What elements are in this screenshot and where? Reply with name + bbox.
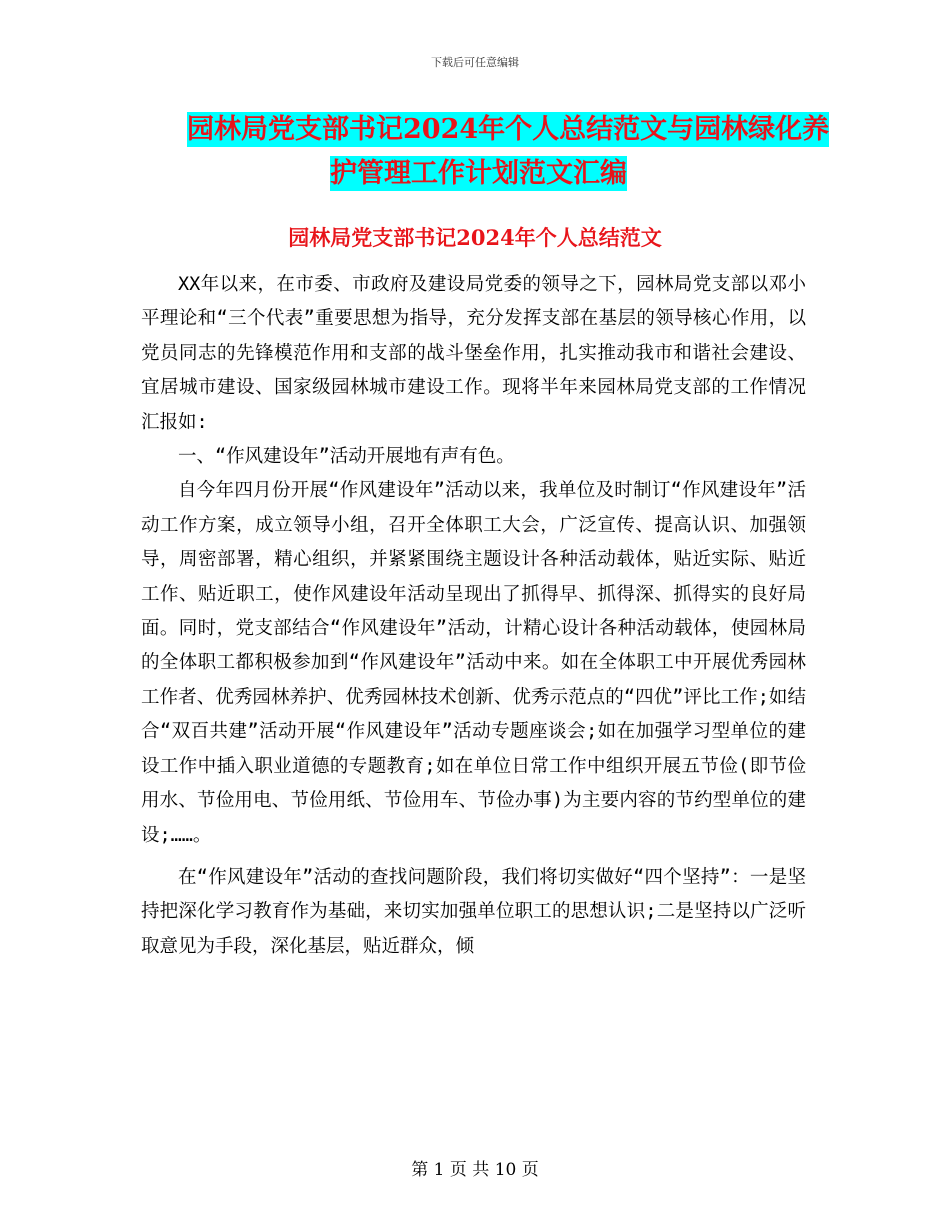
document-body	[141, 268, 806, 964]
body-paragraph: XX年以来，在市委、市政府及建设局党委的领导之下，园林局党支部以邓小平理论和“三个代表”重要思想为指导，充分发挥支部在基层的领导核心作用，以党员同志的先锋模范作用和支部的战斗堡垒作用，扎实推动我市和谐社会建设、宜居城市建设、国家级园林城市建设工作。现将半年来园林局党支部的工作情况汇报如:	[141, 274, 806, 433]
title-line-2: 护管理工作计划范文汇编	[330, 158, 627, 189]
page-number: 第 1 页 共 10 页	[411, 1160, 539, 1180]
document-title	[145, 108, 845, 196]
body-paragraph: 一、“作风建设年”活动开展地有声有色。	[178, 446, 515, 468]
body-paragraph: 自今年四月份开展“作风建设年”活动以来，我单位及时制订“作风建设年”活动工作方案，成立领导小组，召开全体职工大会，广泛宣传、提高认识、加强领导，周密部署，精心组织，并紧紧围绕主题设计各种活动载体，贴近实际、贴近工作、贴近职工，使作风建设年活动呈现出了抓得早、抓得深、抓得实的良好局面。同时，党支部结合“作风建设年”活动，计精心设计各种活动载体，使园林局的全体职工都积极参加到“作风建设年”活动中来。如在全体职工中开展优秀园林工作者、优秀园林养护、优秀园林技术创新、优秀示范点的“四优”评比工作;如结合“双百共建”活动开展“作风建设年”活动专题座谈会;如在加强学习型单位的建设工作中插入职业道德的专题教育;如在单位日常工作中组织开展五节俭(即节俭用水、节俭用电、节俭用纸、节俭用车、节俭办事)为主要内容的节约型单位的建设;……。	[141, 480, 806, 846]
header-note: 下载后可任意编辑	[431, 56, 519, 69]
title-line-1: 园林局党支部书记2024年个人总结范文与园林绿化养	[187, 114, 830, 145]
section-title: 园林局党支部书记2024年个人总结范文	[288, 225, 662, 250]
body-paragraph: 在“作风建设年”活动的查找问题阶段，我们将切实做好“四个坚持”：一是坚持把深化学习教育作为基础，来切实加强单位职工的思想认识;二是坚持以广泛听取意见为手段，深化基层，贴近群众，倾	[141, 866, 806, 957]
